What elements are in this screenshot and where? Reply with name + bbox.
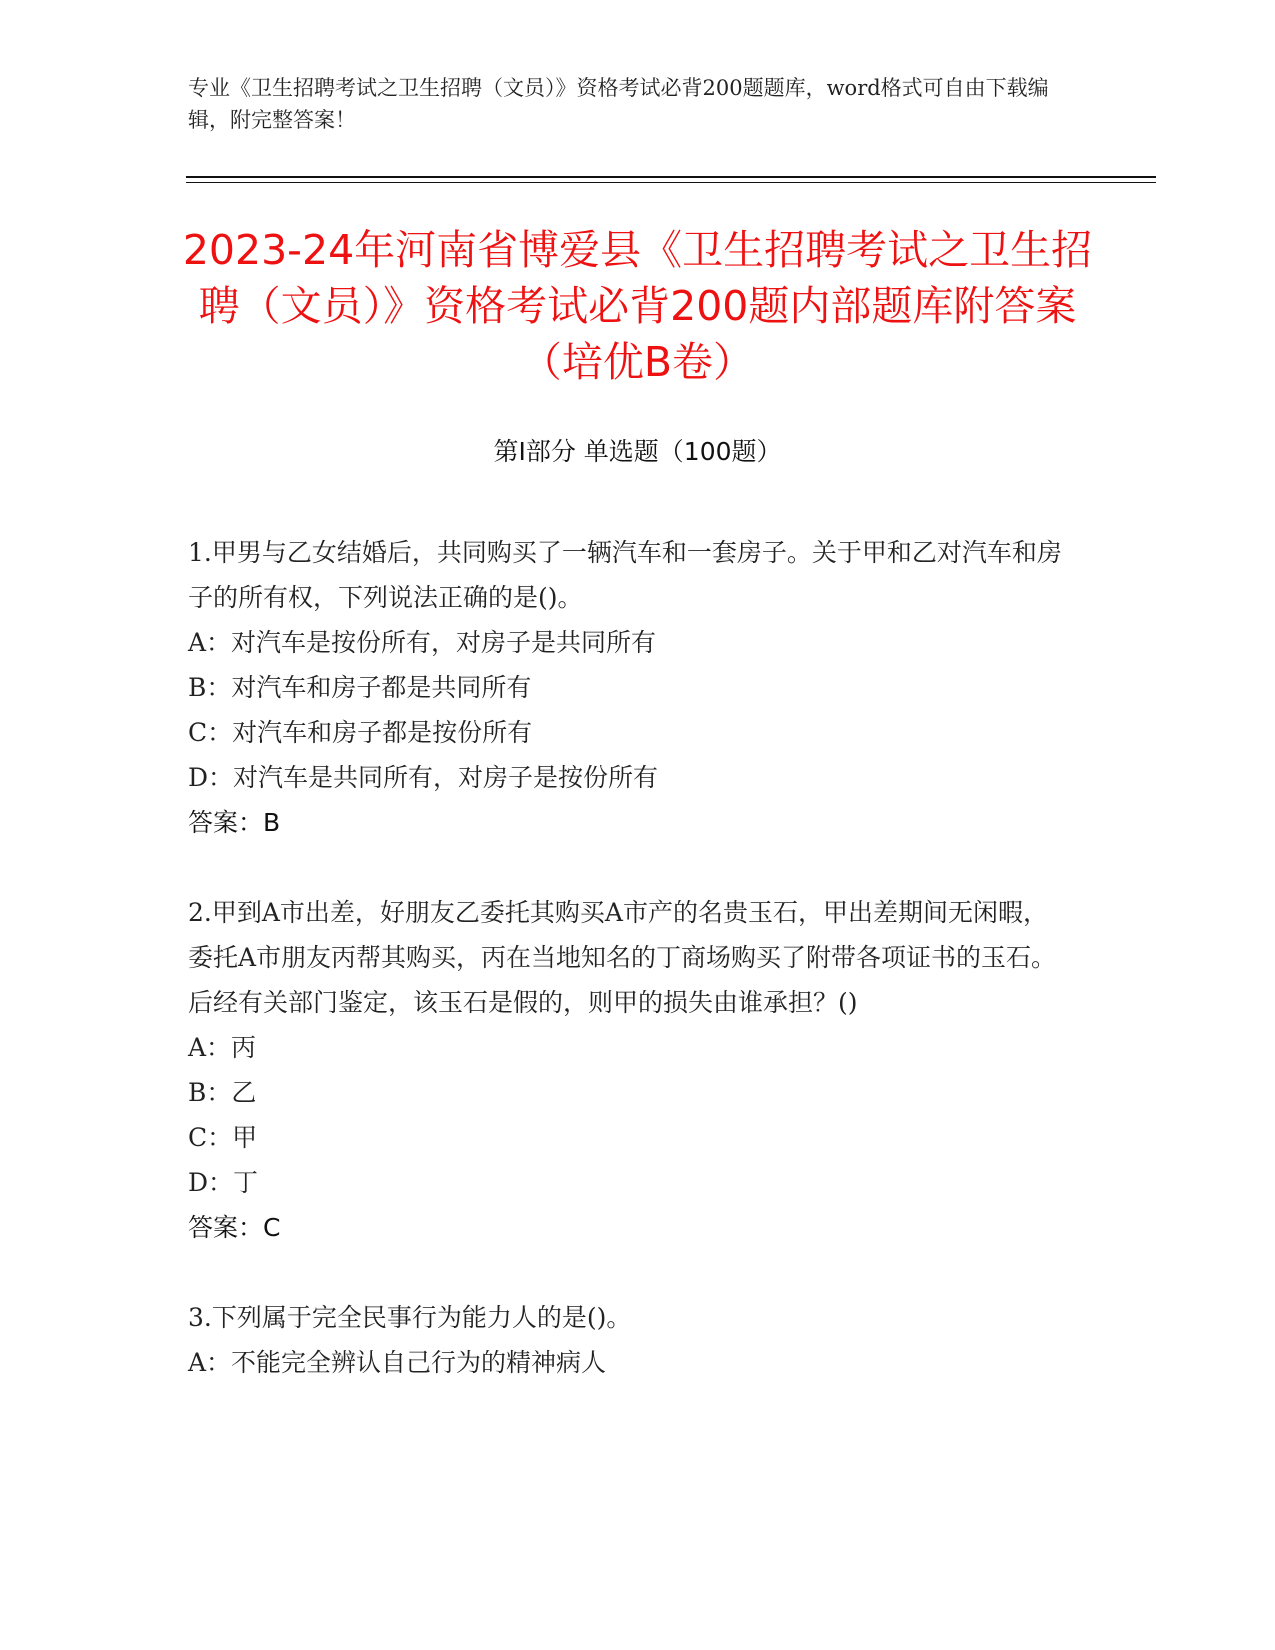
question-spacer bbox=[188, 1250, 1068, 1295]
question-stem: 2.甲到A市出差，好朋友乙委托其购买A市产的名贵玉石，甲出差期间无闲暇，委托A市朋友丙帮其购买，丙在当地知名的丁商场购买了附带各项证书的玉石。后经有关部门鉴定，该玉石是假的，则甲的损失由谁承担？() bbox=[188, 898, 1057, 1017]
header-divider-thick bbox=[186, 176, 1156, 178]
option-c: C：对汽车和房子都是按份所有 bbox=[188, 718, 533, 747]
header-note: 专业《卫生招聘考试之卫生招聘（文员）》资格考试必背200题题库，word格式可自由下载编辑，附完整答案！ bbox=[188, 76, 1049, 132]
answer-line: 答案：B bbox=[188, 808, 281, 837]
answer-line: 答案：C bbox=[188, 1213, 281, 1242]
option-b: B：乙 bbox=[188, 1078, 257, 1107]
question-spacer bbox=[188, 845, 1068, 890]
option-d: D：对汽车是共同所有，对房子是按份所有 bbox=[188, 763, 659, 792]
section-heading: 第Ⅰ部分 单选题（100题） bbox=[493, 437, 782, 466]
question-stem: 3.下列属于完全民事行为能力人的是()。 bbox=[188, 1303, 632, 1332]
option-a: A：不能完全辨认自己行为的精神病人 bbox=[188, 1348, 607, 1377]
question-3 bbox=[188, 1295, 1068, 1385]
question-list bbox=[188, 530, 1068, 1385]
option-c: C：甲 bbox=[188, 1123, 258, 1152]
option-a: A：对汽车是按份所有，对房子是共同所有 bbox=[188, 628, 657, 657]
document-title: 2023-24年河南省博爱县《卫生招聘考试之卫生招聘（文员）》资格考试必背200题内部题库附答案（培优B卷） bbox=[182, 226, 1093, 386]
option-d: D：丁 bbox=[188, 1168, 259, 1197]
option-b: B：对汽车和房子都是共同所有 bbox=[188, 673, 532, 702]
question-2 bbox=[188, 890, 1068, 1250]
option-a: A：丙 bbox=[188, 1033, 257, 1062]
question-1 bbox=[188, 530, 1068, 845]
header-divider-thin bbox=[186, 182, 1156, 183]
question-stem: 1.甲男与乙女结婚后，共同购买了一辆汽车和一套房子。关于甲和乙对汽车和房子的所有权，下列说法正确的是()。 bbox=[188, 538, 1062, 612]
